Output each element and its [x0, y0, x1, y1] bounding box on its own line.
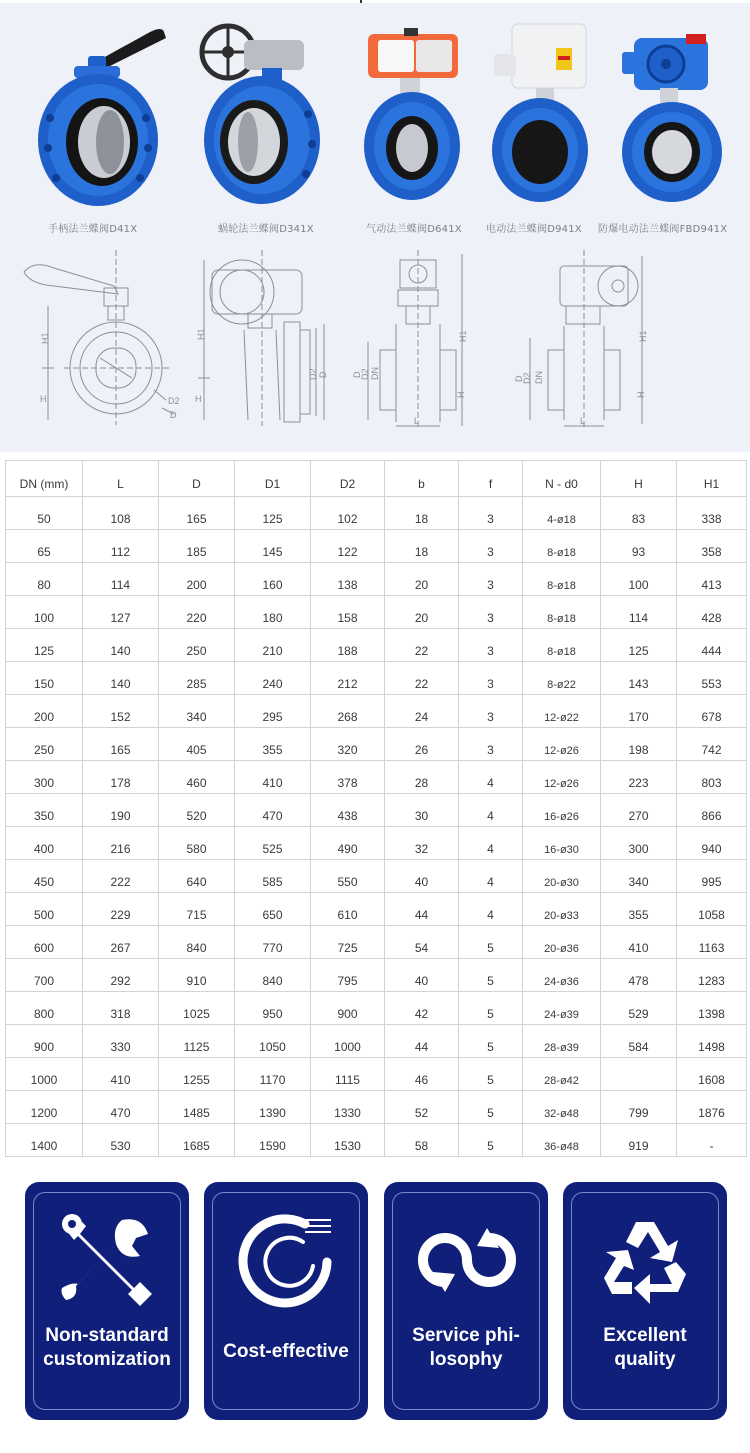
cell-h1: 1058	[677, 893, 747, 926]
cell-f: 4	[459, 827, 523, 860]
cell-b: 44	[385, 1025, 459, 1058]
cell-d: 250	[159, 629, 235, 662]
col-header-n-d0: N - d0	[523, 461, 601, 497]
col-header-l: L	[83, 461, 159, 497]
cell-n-d0: 4-ø18	[523, 497, 601, 530]
cell-f: 3	[459, 695, 523, 728]
cell-h: 355	[601, 893, 677, 926]
cell-n-d0: 8-ø18	[523, 596, 601, 629]
cell-d1: 125	[235, 497, 311, 530]
cell-d1: 650	[235, 893, 311, 926]
table-row	[6, 629, 747, 662]
explosion-proof-valve-icon	[614, 18, 734, 208]
cell-n-d0: 20-ø33	[523, 893, 601, 926]
cell-n-d0: 12-ø22	[523, 695, 601, 728]
cell-d1: 525	[235, 827, 311, 860]
cell-l: 178	[83, 761, 159, 794]
dim-label-h: H	[456, 391, 466, 398]
feature-label	[384, 1324, 548, 1372]
cell-f: 5	[459, 1025, 523, 1058]
cell-h: 93	[601, 530, 677, 563]
cell-h1: 1163	[677, 926, 747, 959]
cell-d2: 378	[311, 761, 385, 794]
cell-d2: 138	[311, 563, 385, 596]
cell-b: 18	[385, 497, 459, 530]
cell-h: 919	[601, 1124, 677, 1157]
table-row	[6, 893, 747, 926]
cell-dn: 80	[6, 563, 83, 596]
cell-b: 30	[385, 794, 459, 827]
dim-label-h1: H1	[638, 330, 648, 342]
cell-n-d0: 28-ø39	[523, 1025, 601, 1058]
cell-l: 410	[83, 1058, 159, 1091]
table-row	[6, 695, 747, 728]
cell-h1: 1398	[677, 992, 747, 1025]
cell-d: 1125	[159, 1025, 235, 1058]
cell-d1: 145	[235, 530, 311, 563]
cell-h: 584	[601, 1025, 677, 1058]
col-header-dn: DN (mm)	[6, 461, 83, 497]
cell-h1: 678	[677, 695, 747, 728]
feature-label-line: quality	[614, 1349, 676, 1370]
feature-label	[25, 1324, 189, 1372]
feature-card-service	[384, 1182, 548, 1420]
cell-d1: 1590	[235, 1124, 311, 1157]
cell-b: 28	[385, 761, 459, 794]
cell-n-d0: 20-ø36	[523, 926, 601, 959]
cell-h: 340	[601, 860, 677, 893]
cell-l: 165	[83, 728, 159, 761]
cell-l: 470	[83, 1091, 159, 1124]
cell-n-d0: 8-ø22	[523, 662, 601, 695]
dim-label-l: L	[580, 416, 586, 426]
cell-d2: 158	[311, 596, 385, 629]
cell-b: 32	[385, 827, 459, 860]
cell-dn: 400	[6, 827, 83, 860]
recycle-icon	[594, 1212, 696, 1308]
dim-label-l: L	[414, 416, 420, 426]
dim-label-d: D	[352, 371, 362, 378]
cell-h1: 742	[677, 728, 747, 761]
spec-table	[5, 460, 747, 1157]
table-row	[6, 827, 747, 860]
cell-h1: 940	[677, 827, 747, 860]
worm-gear-valve-icon	[196, 18, 326, 208]
cell-d1: 585	[235, 860, 311, 893]
cell-d: 285	[159, 662, 235, 695]
cell-b: 46	[385, 1058, 459, 1091]
cell-d1: 210	[235, 629, 311, 662]
cell-dn: 50	[6, 497, 83, 530]
cell-h1: 413	[677, 563, 747, 596]
cell-h	[601, 1058, 677, 1091]
cell-d: 640	[159, 860, 235, 893]
cell-l: 530	[83, 1124, 159, 1157]
cell-h: 799	[601, 1091, 677, 1124]
cell-b: 44	[385, 893, 459, 926]
product-caption: 气动法兰蝶阀D641X	[366, 224, 462, 235]
cell-f: 3	[459, 662, 523, 695]
cell-n-d0: 8-ø18	[523, 530, 601, 563]
cell-h1: 995	[677, 860, 747, 893]
cell-h1: 1876	[677, 1091, 747, 1124]
cell-d1: 840	[235, 959, 311, 992]
col-header-f: f	[459, 461, 523, 497]
cell-l: 267	[83, 926, 159, 959]
cell-n-d0: 32-ø48	[523, 1091, 601, 1124]
product-caption: 蜗轮法兰蝶阀D341X	[218, 224, 314, 235]
cell-d: 1025	[159, 992, 235, 1025]
cell-d2: 102	[311, 497, 385, 530]
cell-n-d0: 12-ø26	[523, 728, 601, 761]
cell-d2: 212	[311, 662, 385, 695]
cell-b: 26	[385, 728, 459, 761]
dim-label-h1: H1	[40, 332, 50, 344]
col-header-h1: H1	[677, 461, 747, 497]
cell-d: 1255	[159, 1058, 235, 1091]
cell-b: 20	[385, 563, 459, 596]
pneumatic-drawing	[346, 250, 476, 430]
cell-d: 460	[159, 761, 235, 794]
cell-h: 410	[601, 926, 677, 959]
cell-d: 165	[159, 497, 235, 530]
cell-d1: 355	[235, 728, 311, 761]
ring-arc-icon	[235, 1212, 337, 1308]
cell-d2: 320	[311, 728, 385, 761]
cell-h: 300	[601, 827, 677, 860]
cell-l: 222	[83, 860, 159, 893]
worm-gear-drawing	[190, 250, 330, 430]
cell-h1: 1498	[677, 1025, 747, 1058]
cell-dn: 65	[6, 530, 83, 563]
cell-d1: 770	[235, 926, 311, 959]
cell-dn: 700	[6, 959, 83, 992]
product-panel	[0, 0, 750, 452]
hand-lever-drawing	[14, 250, 184, 430]
feature-label-line: Excellent	[603, 1325, 687, 1346]
cell-d1: 950	[235, 992, 311, 1025]
cell-d2: 550	[311, 860, 385, 893]
feature-label	[204, 1340, 368, 1364]
cell-f: 3	[459, 629, 523, 662]
cell-d1: 1170	[235, 1058, 311, 1091]
cell-n-d0: 20-ø30	[523, 860, 601, 893]
dim-label-d: D	[514, 375, 524, 382]
cell-l: 190	[83, 794, 159, 827]
cell-h: 125	[601, 629, 677, 662]
cell-f: 5	[459, 992, 523, 1025]
pneumatic-valve-icon	[356, 18, 466, 208]
cell-f: 5	[459, 926, 523, 959]
col-header-d1: D1	[235, 461, 311, 497]
cell-d1: 410	[235, 761, 311, 794]
cell-d2: 122	[311, 530, 385, 563]
cell-h: 114	[601, 596, 677, 629]
dim-label-h: H	[195, 394, 202, 404]
cell-h: 170	[601, 695, 677, 728]
cell-d2: 610	[311, 893, 385, 926]
cell-dn: 125	[6, 629, 83, 662]
cell-b: 40	[385, 860, 459, 893]
dim-label-dn: DN	[534, 371, 544, 384]
cell-n-d0: 24-ø39	[523, 992, 601, 1025]
cell-h1: 803	[677, 761, 747, 794]
table-header-row	[6, 461, 747, 497]
cell-d: 200	[159, 563, 235, 596]
cell-f: 4	[459, 860, 523, 893]
table-row	[6, 1091, 747, 1124]
cell-l: 330	[83, 1025, 159, 1058]
cell-d2: 1000	[311, 1025, 385, 1058]
electric-valve-icon	[484, 18, 594, 208]
cell-d1: 470	[235, 794, 311, 827]
dim-label-h1: H1	[196, 328, 206, 340]
cell-h1: 866	[677, 794, 747, 827]
cell-d: 405	[159, 728, 235, 761]
cell-d: 520	[159, 794, 235, 827]
cell-b: 52	[385, 1091, 459, 1124]
cell-dn: 350	[6, 794, 83, 827]
feature-label	[563, 1324, 727, 1372]
cell-dn: 250	[6, 728, 83, 761]
cell-f: 5	[459, 1124, 523, 1157]
cell-l: 127	[83, 596, 159, 629]
cell-d2: 268	[311, 695, 385, 728]
cell-l: 112	[83, 530, 159, 563]
cell-d2: 795	[311, 959, 385, 992]
table-row	[6, 860, 747, 893]
dim-label-dn: DN	[370, 367, 380, 380]
table-row	[6, 563, 747, 596]
table-row	[6, 530, 747, 563]
cell-dn: 500	[6, 893, 83, 926]
dim-label-h1: H1	[458, 330, 468, 342]
feature-label-line: Cost-effective	[223, 1341, 349, 1362]
cell-d2: 1115	[311, 1058, 385, 1091]
cell-d2: 1330	[311, 1091, 385, 1124]
product-caption: 手柄法兰蝶阀D41X	[48, 224, 138, 235]
cell-d2: 900	[311, 992, 385, 1025]
dim-label-d2: D2	[360, 368, 370, 380]
cell-f: 3	[459, 728, 523, 761]
cell-h: 83	[601, 497, 677, 530]
cell-d2: 1530	[311, 1124, 385, 1157]
cell-l: 216	[83, 827, 159, 860]
cell-dn: 600	[6, 926, 83, 959]
cell-h: 198	[601, 728, 677, 761]
cell-l: 318	[83, 992, 159, 1025]
cell-f: 5	[459, 959, 523, 992]
cell-d2: 490	[311, 827, 385, 860]
cell-h: 478	[601, 959, 677, 992]
table-row	[6, 728, 747, 761]
cell-d1: 1390	[235, 1091, 311, 1124]
cell-d: 1685	[159, 1124, 235, 1157]
cell-h1: -	[677, 1124, 747, 1157]
cell-b: 18	[385, 530, 459, 563]
cell-l: 140	[83, 629, 159, 662]
table-row	[6, 761, 747, 794]
table-row	[6, 926, 747, 959]
cell-n-d0: 16-ø26	[523, 794, 601, 827]
cell-h1: 1283	[677, 959, 747, 992]
spec-table-body	[6, 497, 747, 1157]
cell-d1: 160	[235, 563, 311, 596]
cell-b: 20	[385, 596, 459, 629]
cell-dn: 1000	[6, 1058, 83, 1091]
cell-dn: 450	[6, 860, 83, 893]
cell-l: 292	[83, 959, 159, 992]
cell-n-d0: 24-ø36	[523, 959, 601, 992]
table-row	[6, 1058, 747, 1091]
table-row	[6, 992, 747, 1025]
cell-b: 40	[385, 959, 459, 992]
cell-d: 1485	[159, 1091, 235, 1124]
cell-d2: 188	[311, 629, 385, 662]
dim-label-d: D	[170, 410, 177, 420]
dim-label-h: H	[40, 394, 47, 404]
cell-l: 108	[83, 497, 159, 530]
cell-f: 3	[459, 497, 523, 530]
cell-f: 3	[459, 596, 523, 629]
cell-h: 223	[601, 761, 677, 794]
table-row	[6, 596, 747, 629]
dim-label-d2: D2	[522, 372, 532, 384]
table-row	[6, 794, 747, 827]
feature-card-customization	[25, 1182, 189, 1420]
cell-d2: 438	[311, 794, 385, 827]
cell-h: 270	[601, 794, 677, 827]
cell-d2: 725	[311, 926, 385, 959]
cell-d1: 295	[235, 695, 311, 728]
cell-dn: 200	[6, 695, 83, 728]
cell-b: 24	[385, 695, 459, 728]
dim-label-d2: D2	[308, 368, 318, 380]
cell-h1: 338	[677, 497, 747, 530]
cell-h1: 553	[677, 662, 747, 695]
cell-b: 58	[385, 1124, 459, 1157]
cell-h1: 428	[677, 596, 747, 629]
table-row	[6, 1025, 747, 1058]
cell-dn: 300	[6, 761, 83, 794]
feature-label-line: losophy	[429, 1349, 503, 1370]
col-header-h: H	[601, 461, 677, 497]
electric-drawing	[508, 250, 658, 430]
cell-h: 143	[601, 662, 677, 695]
feature-label-line: Non-standard	[45, 1325, 169, 1346]
product-caption: 防爆电动法兰蝶阀FBD941X	[598, 224, 728, 235]
cell-d1: 180	[235, 596, 311, 629]
cell-d1: 1050	[235, 1025, 311, 1058]
cell-h1: 358	[677, 530, 747, 563]
cell-d: 840	[159, 926, 235, 959]
cell-f: 4	[459, 761, 523, 794]
cell-f: 4	[459, 794, 523, 827]
cell-h1: 1608	[677, 1058, 747, 1091]
cell-dn: 150	[6, 662, 83, 695]
col-header-d2: D2	[311, 461, 385, 497]
feature-label-line: customization	[43, 1349, 171, 1370]
cell-n-d0: 28-ø42	[523, 1058, 601, 1091]
cell-dn: 1400	[6, 1124, 83, 1157]
cell-b: 22	[385, 629, 459, 662]
col-header-d: D	[159, 461, 235, 497]
dim-label-d2: D2	[168, 396, 180, 406]
cell-d: 910	[159, 959, 235, 992]
cycle-arrows-icon	[415, 1212, 517, 1308]
cell-b: 54	[385, 926, 459, 959]
cell-l: 140	[83, 662, 159, 695]
table-row	[6, 959, 747, 992]
table-row	[6, 1124, 747, 1157]
cell-d1: 240	[235, 662, 311, 695]
hand-lever-valve-icon	[30, 18, 170, 208]
cell-h1: 444	[677, 629, 747, 662]
cell-d: 340	[159, 695, 235, 728]
cell-n-d0: 8-ø18	[523, 629, 601, 662]
cell-l: 229	[83, 893, 159, 926]
feature-label-line: Service phi-	[412, 1325, 520, 1346]
dim-label-h: H	[636, 391, 646, 398]
wrench-screwdriver-icon	[56, 1212, 158, 1308]
cell-f: 4	[459, 893, 523, 926]
cell-f: 3	[459, 530, 523, 563]
table-row	[6, 662, 747, 695]
cell-l: 114	[83, 563, 159, 596]
cell-f: 5	[459, 1058, 523, 1091]
top-divider	[0, 0, 750, 3]
feature-card-quality	[563, 1182, 727, 1420]
cell-d: 185	[159, 530, 235, 563]
col-header-b: b	[385, 461, 459, 497]
cell-h: 100	[601, 563, 677, 596]
cell-h: 529	[601, 992, 677, 1025]
cell-b: 42	[385, 992, 459, 1025]
cell-dn: 900	[6, 1025, 83, 1058]
cell-l: 152	[83, 695, 159, 728]
cell-b: 22	[385, 662, 459, 695]
cell-n-d0: 8-ø18	[523, 563, 601, 596]
feature-card-cost-effective	[204, 1182, 368, 1420]
cell-f: 5	[459, 1091, 523, 1124]
cell-n-d0: 16-ø30	[523, 827, 601, 860]
cell-n-d0: 12-ø26	[523, 761, 601, 794]
product-caption: 电动法兰蝶阀D941X	[486, 224, 582, 235]
cell-d: 580	[159, 827, 235, 860]
table-row	[6, 497, 747, 530]
cell-n-d0: 36-ø48	[523, 1124, 601, 1157]
cell-dn: 1200	[6, 1091, 83, 1124]
cell-f: 3	[459, 563, 523, 596]
cell-d: 220	[159, 596, 235, 629]
cell-dn: 100	[6, 596, 83, 629]
cell-dn: 800	[6, 992, 83, 1025]
cell-d: 715	[159, 893, 235, 926]
dim-label-d: D	[318, 371, 328, 378]
